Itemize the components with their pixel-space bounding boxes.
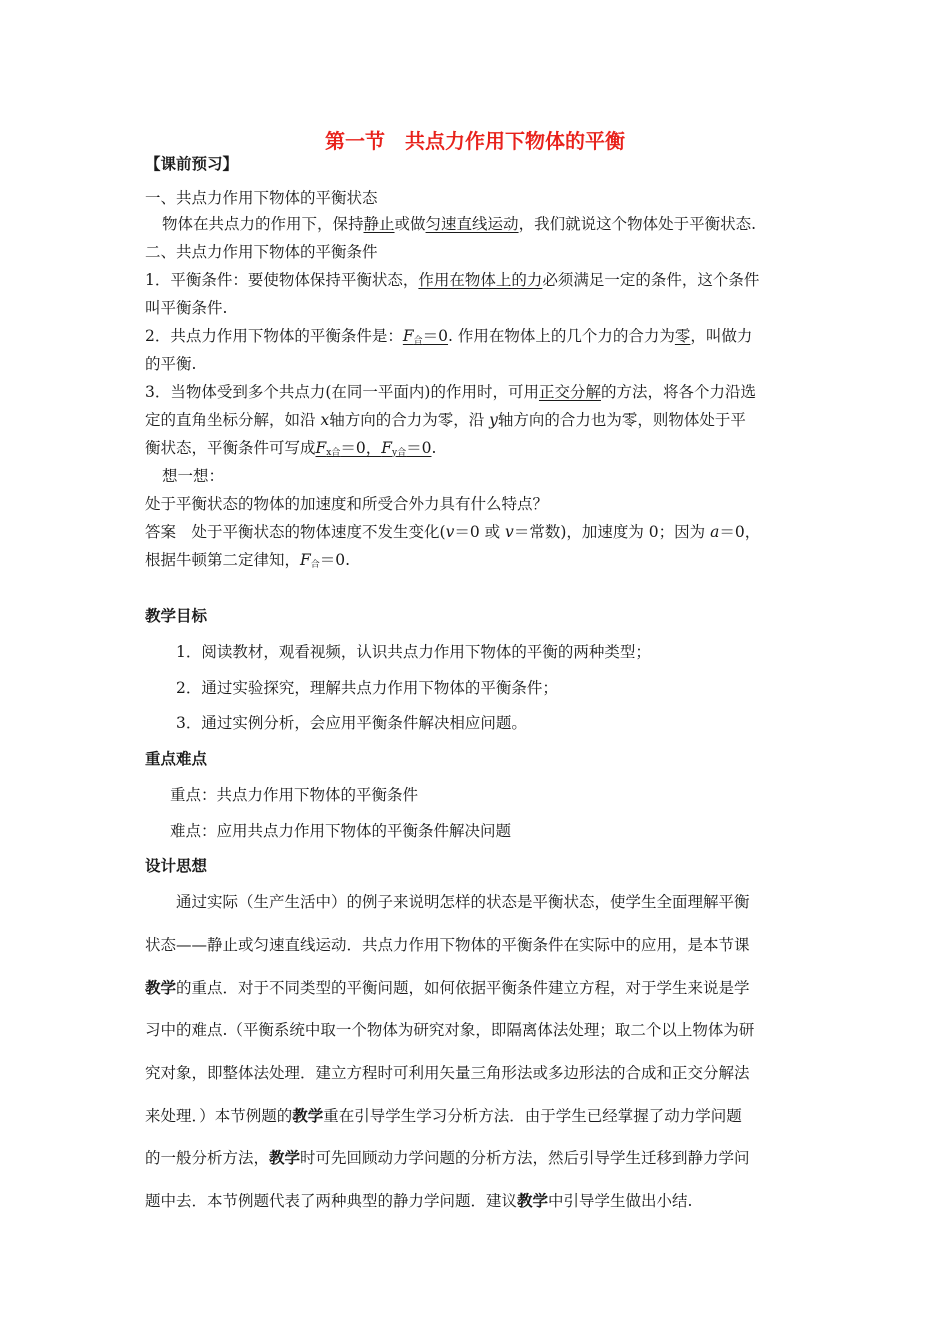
think-label: 想一想： <box>162 467 225 485</box>
question-text: 处于平衡状态的物体的加速度和所受合外力具有什么特点？ <box>145 495 549 513</box>
goals-heading: 教学目标 <box>145 607 208 625</box>
design-line: 的一般分析方法，教学时可先回顾动力学问题的分析方法，然后引导学生迁移到静力学问 <box>145 1149 750 1167</box>
blank-answer: 正交分解 <box>538 383 601 401</box>
design-line: 究对象，即整体法处理．建立方程时可利用矢量三角形法或多边形法的合成和正交分解法 <box>145 1064 750 1082</box>
blank-answer: 匀速直线运动 <box>425 215 519 233</box>
design-line: 通过实际（生产生活中）的例子来说明怎样的状态是平衡状态，使学生全面理解平衡 <box>176 893 750 911</box>
item3-line2: 定的直角坐标分解，如沿 x轴方向的合力为零，沿 y轴方向的合力也为零，则物体处于平 <box>145 411 746 429</box>
answer-line2: 根据牛顿第二定律知，$F_合=0$. <box>145 551 351 570</box>
page-title: 第一节 共点力作用下物体的平衡 <box>325 129 625 153</box>
item3-line3: 衡状态，平衡条件可写成$F_{x合}=0$，$F_{y合}=0$. <box>145 439 437 458</box>
section1-paragraph: 物体在共点力的作用下，保持静止或做匀速直线运动，我们就说这个物体处于平衡状态. <box>162 215 756 233</box>
design-line: 状态——静止或匀速直线运动．共点力作用下物体的平衡条件在实际中的应用，是本节课 <box>145 936 750 954</box>
blank-answer: $F_合=0$ <box>402 327 449 346</box>
item2-line2: 的平衡. <box>145 355 197 373</box>
section1-heading: 一、共点力作用下物体的平衡状态 <box>145 189 378 207</box>
keypoints-heading: 重点难点 <box>145 750 208 768</box>
blank-answer: $F_{x合}=0$，$F_{y合}=0$ <box>315 439 432 458</box>
section2-heading: 二、共点力作用下物体的平衡条件 <box>145 243 378 261</box>
design-line: 题中去．本节例题代表了两种典型的静力学问题．建议教学中引导学生做出小结. <box>145 1192 693 1210</box>
design-line: 教学的重点．对于不同类型的平衡问题，如何依据平衡条件建立方程，对于学生来说是学 <box>145 979 750 997</box>
blank-answer: 作用在物体上的力 <box>418 271 543 289</box>
key-point: 重点：共点力作用下物体的平衡条件 <box>170 786 419 804</box>
blank-answer: 零 <box>674 327 691 345</box>
goal-item: 1．阅读教材，观看视频，认识共点力作用下物体的平衡的两种类型； <box>176 643 651 661</box>
goal-item: 2．通过实验探究，理解共点力作用下物体的平衡条件； <box>176 679 558 697</box>
item2-line1: 2．共点力作用下物体的平衡条件是：$F_合=0$. 作用在物体上的几个力的合力为零，叫做力 <box>145 327 753 346</box>
preview-heading: 【课前预习】 <box>145 155 239 173</box>
difficult-point: 难点：应用共点力作用下物体的平衡条件解决问题 <box>170 822 512 840</box>
item3-line1: 3．当物体受到多个共点力(在同一平面内)的作用时，可用正交分解的方法，将各个力沿选 <box>145 383 756 401</box>
design-heading: 设计思想 <box>145 857 208 875</box>
blank-answer: 静止 <box>363 215 395 233</box>
design-line: 习中的难点.（平衡系统中取一个物体为研究对象，即隔离体法处理；取二个以上物体为研 <box>145 1021 755 1039</box>
answer-line1: 答案 处于平衡状态的物体速度不发生变化(v＝0 或 v＝常数)，加速度为 0；因为 a＝0， <box>145 523 761 541</box>
design-line: 来处理．）本节例题的教学重在引导学生学习分析方法．由于学生已经掌握了动力学问题 <box>145 1107 742 1125</box>
item1-line1: 1．平衡条件：要使物体保持平衡状态，作用在物体上的力必须满足一定的条件，这个条件 <box>145 271 760 289</box>
item1-line2: 叫平衡条件. <box>145 299 228 317</box>
goal-item: 3．通过实例分析，会应用平衡条件解决相应问题。 <box>176 714 527 732</box>
